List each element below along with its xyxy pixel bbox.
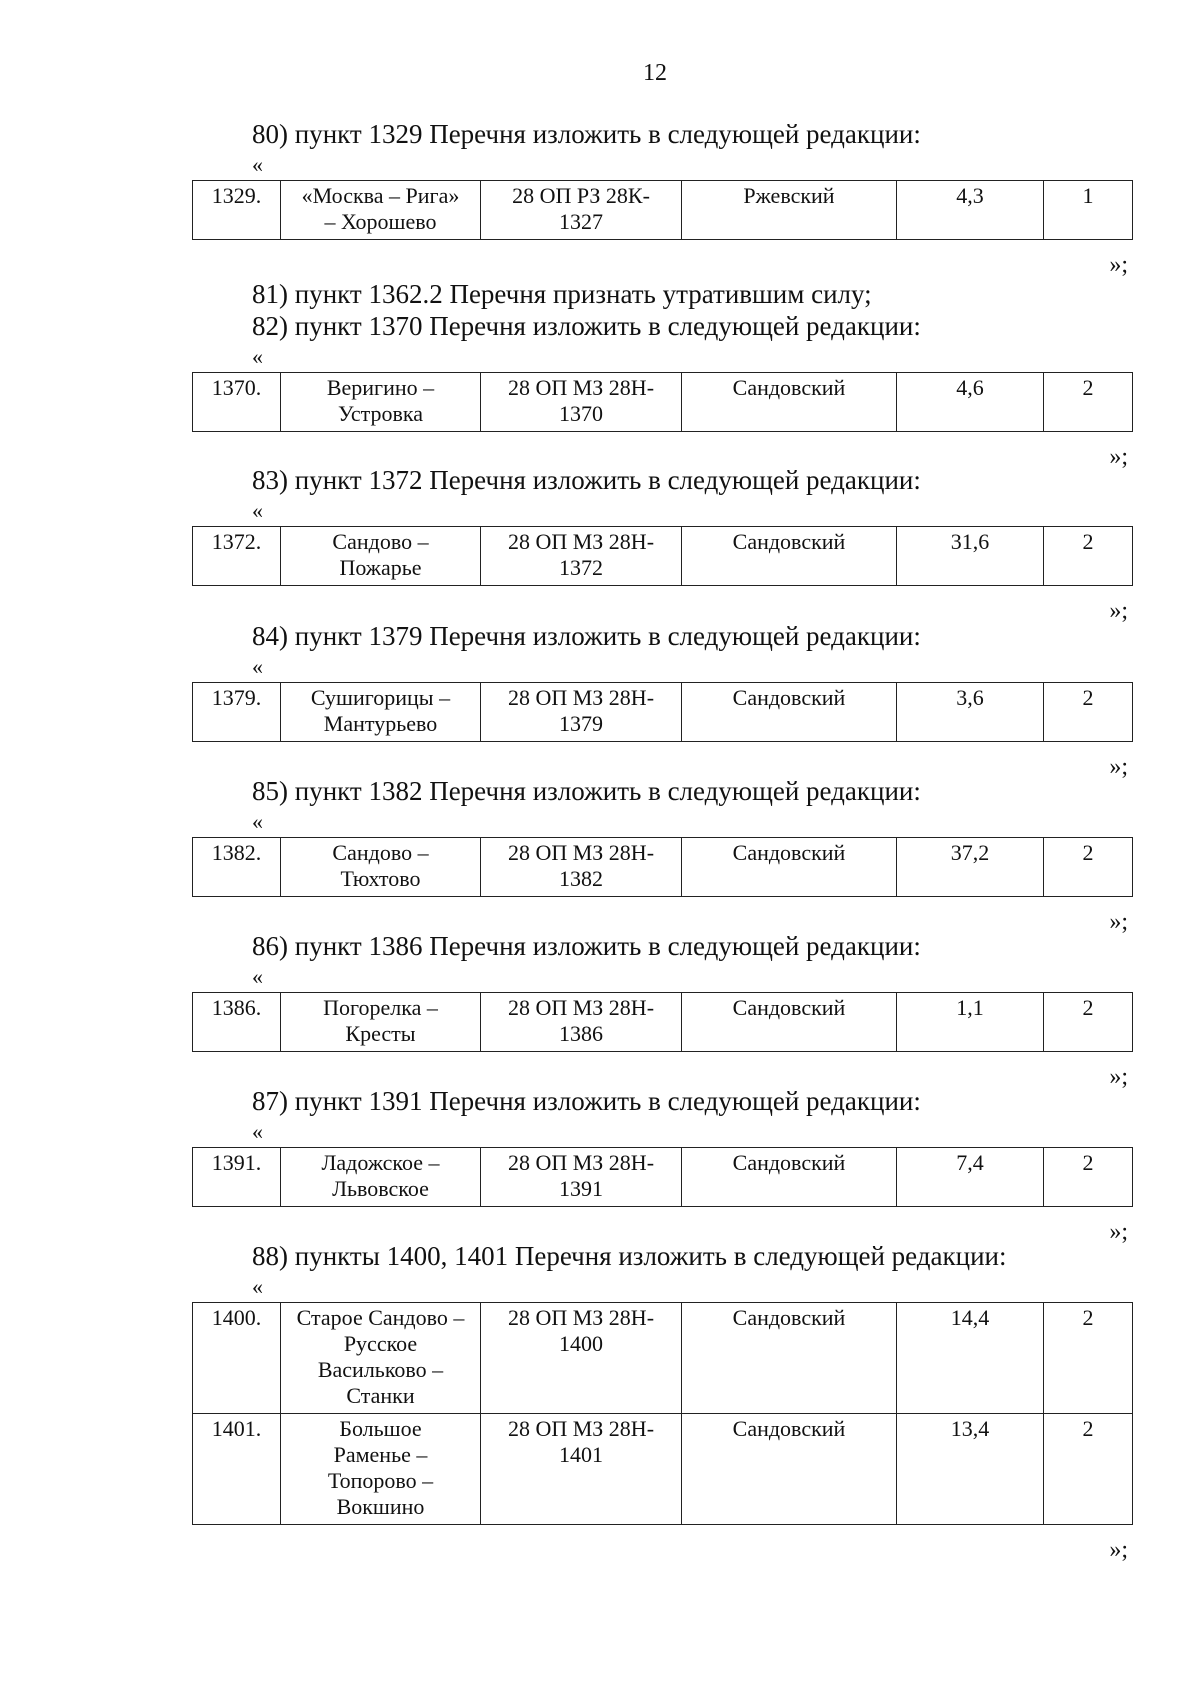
road-category: 2 <box>1044 1148 1133 1207</box>
district: Сандовский <box>682 527 897 586</box>
district: Сандовский <box>682 1148 897 1207</box>
amendment-heading: 84) пункт 1379 Перечня изложить в следующей редакции: <box>252 621 921 651</box>
road-code: 28 ОП МЗ 28Н- 1372 <box>481 527 682 586</box>
row-number: 1401. <box>193 1414 281 1525</box>
road-table <box>192 180 1133 240</box>
open-quote: « <box>252 809 263 834</box>
road-code: 28 ОП МЗ 28Н- 1386 <box>481 993 682 1052</box>
amendment-heading: 88) пункты 1400, 1401 Перечня изложить в следующей редакции: <box>252 1241 1007 1271</box>
row-number: 1370. <box>193 373 281 432</box>
amendment-heading: 85) пункт 1382 Перечня изложить в следующей редакции: <box>252 776 921 806</box>
table-row <box>193 1303 1133 1414</box>
close-quote: »; <box>1109 444 1128 470</box>
road-length: 7,4 <box>897 1148 1044 1207</box>
road-length: 4,6 <box>897 373 1044 432</box>
amendment-section-88 <box>192 1240 1132 1564</box>
road-table <box>192 372 1133 432</box>
road-length: 1,1 <box>897 993 1044 1052</box>
open-quote: « <box>252 654 263 679</box>
close-quote: »; <box>1109 1219 1128 1245</box>
road-code: 28 ОП МЗ 28Н- 1382 <box>481 838 682 897</box>
road-code: 28 ОП МЗ 28Н- 1401 <box>481 1414 682 1525</box>
close-quote: »; <box>1109 598 1128 624</box>
road-category: 2 <box>1044 527 1133 586</box>
amendment-section-80 <box>192 118 1132 279</box>
row-number: 1329. <box>193 181 281 240</box>
road-category: 2 <box>1044 1303 1133 1414</box>
road-table <box>192 682 1133 742</box>
road-length: 3,6 <box>897 683 1044 742</box>
road-table <box>192 1147 1133 1207</box>
amendment-section-86 <box>192 930 1132 1091</box>
open-quote: « <box>252 344 263 369</box>
amendment-section-87 <box>192 1085 1132 1246</box>
table-row <box>193 683 1133 742</box>
road-name: Ладожское – Львовское <box>281 1148 481 1207</box>
row-number: 1382. <box>193 838 281 897</box>
amendment-heading: 86) пункт 1386 Перечня изложить в следующей редакции: <box>252 931 921 961</box>
road-category: 2 <box>1044 373 1133 432</box>
road-length: 31,6 <box>897 527 1044 586</box>
district: Сандовский <box>682 993 897 1052</box>
table-row <box>193 1414 1133 1525</box>
road-code: 28 ОП МЗ 28Н- 1379 <box>481 683 682 742</box>
open-quote: « <box>252 1274 263 1299</box>
road-category: 2 <box>1044 993 1133 1052</box>
close-quote: »; <box>1109 252 1128 278</box>
open-quote: « <box>252 498 263 523</box>
road-code: 28 ОП МЗ 28Н- 1400 <box>481 1303 682 1414</box>
district: Ржевский <box>682 181 897 240</box>
road-name: Веригино – Устровка <box>281 373 481 432</box>
road-category: 2 <box>1044 838 1133 897</box>
row-number: 1372. <box>193 527 281 586</box>
open-quote: « <box>252 1119 263 1144</box>
road-code: 28 ОП МЗ 28Н- 1370 <box>481 373 682 432</box>
amendment-section-82 <box>192 278 1132 471</box>
row-number: 1400. <box>193 1303 281 1414</box>
page-number: 12 <box>643 60 667 86</box>
road-name: Сандово – Тюхтово <box>281 838 481 897</box>
table-row <box>193 181 1133 240</box>
open-quote: « <box>252 964 263 989</box>
row-number: 1391. <box>193 1148 281 1207</box>
district: Сандовский <box>682 1303 897 1414</box>
amendment-heading: 87) пункт 1391 Перечня изложить в следующей редакции: <box>252 1086 921 1116</box>
road-name: «Москва – Рига» – Хорошево <box>281 181 481 240</box>
road-table <box>192 1302 1133 1525</box>
amendment-section-83 <box>192 464 1132 625</box>
road-code: 28 ОП РЗ 28К- 1327 <box>481 181 682 240</box>
road-name: Старое Сандово – Русское Васильково – Станки <box>281 1303 481 1414</box>
row-number: 1379. <box>193 683 281 742</box>
table-row <box>193 838 1133 897</box>
close-quote: »; <box>1109 1537 1128 1563</box>
district: Сандовский <box>682 1414 897 1525</box>
amendment-heading: 83) пункт 1372 Перечня изложить в следующей редакции: <box>252 465 921 495</box>
road-category: 2 <box>1044 1414 1133 1525</box>
road-length: 37,2 <box>897 838 1044 897</box>
table-row <box>193 993 1133 1052</box>
road-table <box>192 992 1133 1052</box>
district: Сандовский <box>682 373 897 432</box>
amendment-section-84 <box>192 620 1132 781</box>
road-length: 13,4 <box>897 1414 1044 1525</box>
road-name: Сушигорицы – Мантурьево <box>281 683 481 742</box>
amendment-heading-repeal: 81) пункт 1362.2 Перечня признать утратившим силу; <box>252 279 872 309</box>
road-table <box>192 837 1133 897</box>
road-length: 14,4 <box>897 1303 1044 1414</box>
road-table <box>192 526 1133 586</box>
amendment-section-85 <box>192 775 1132 936</box>
close-quote: »; <box>1109 909 1128 935</box>
road-category: 2 <box>1044 683 1133 742</box>
amendment-heading: 80) пункт 1329 Перечня изложить в следующей редакции: <box>252 119 921 149</box>
road-code: 28 ОП МЗ 28Н- 1391 <box>481 1148 682 1207</box>
district: Сандовский <box>682 838 897 897</box>
close-quote: »; <box>1109 754 1128 780</box>
table-row <box>193 1148 1133 1207</box>
road-name: Погорелка – Кресты <box>281 993 481 1052</box>
table-row <box>193 373 1133 432</box>
road-name: Большое Раменье – Топорово – Вокшино <box>281 1414 481 1525</box>
close-quote: »; <box>1109 1064 1128 1090</box>
road-length: 4,3 <box>897 181 1044 240</box>
open-quote: « <box>252 152 263 177</box>
table-row <box>193 527 1133 586</box>
row-number: 1386. <box>193 993 281 1052</box>
district: Сандовский <box>682 683 897 742</box>
amendment-heading: 82) пункт 1370 Перечня изложить в следующей редакции: <box>252 311 921 341</box>
road-name: Сандово – Пожарье <box>281 527 481 586</box>
road-category: 1 <box>1044 181 1133 240</box>
